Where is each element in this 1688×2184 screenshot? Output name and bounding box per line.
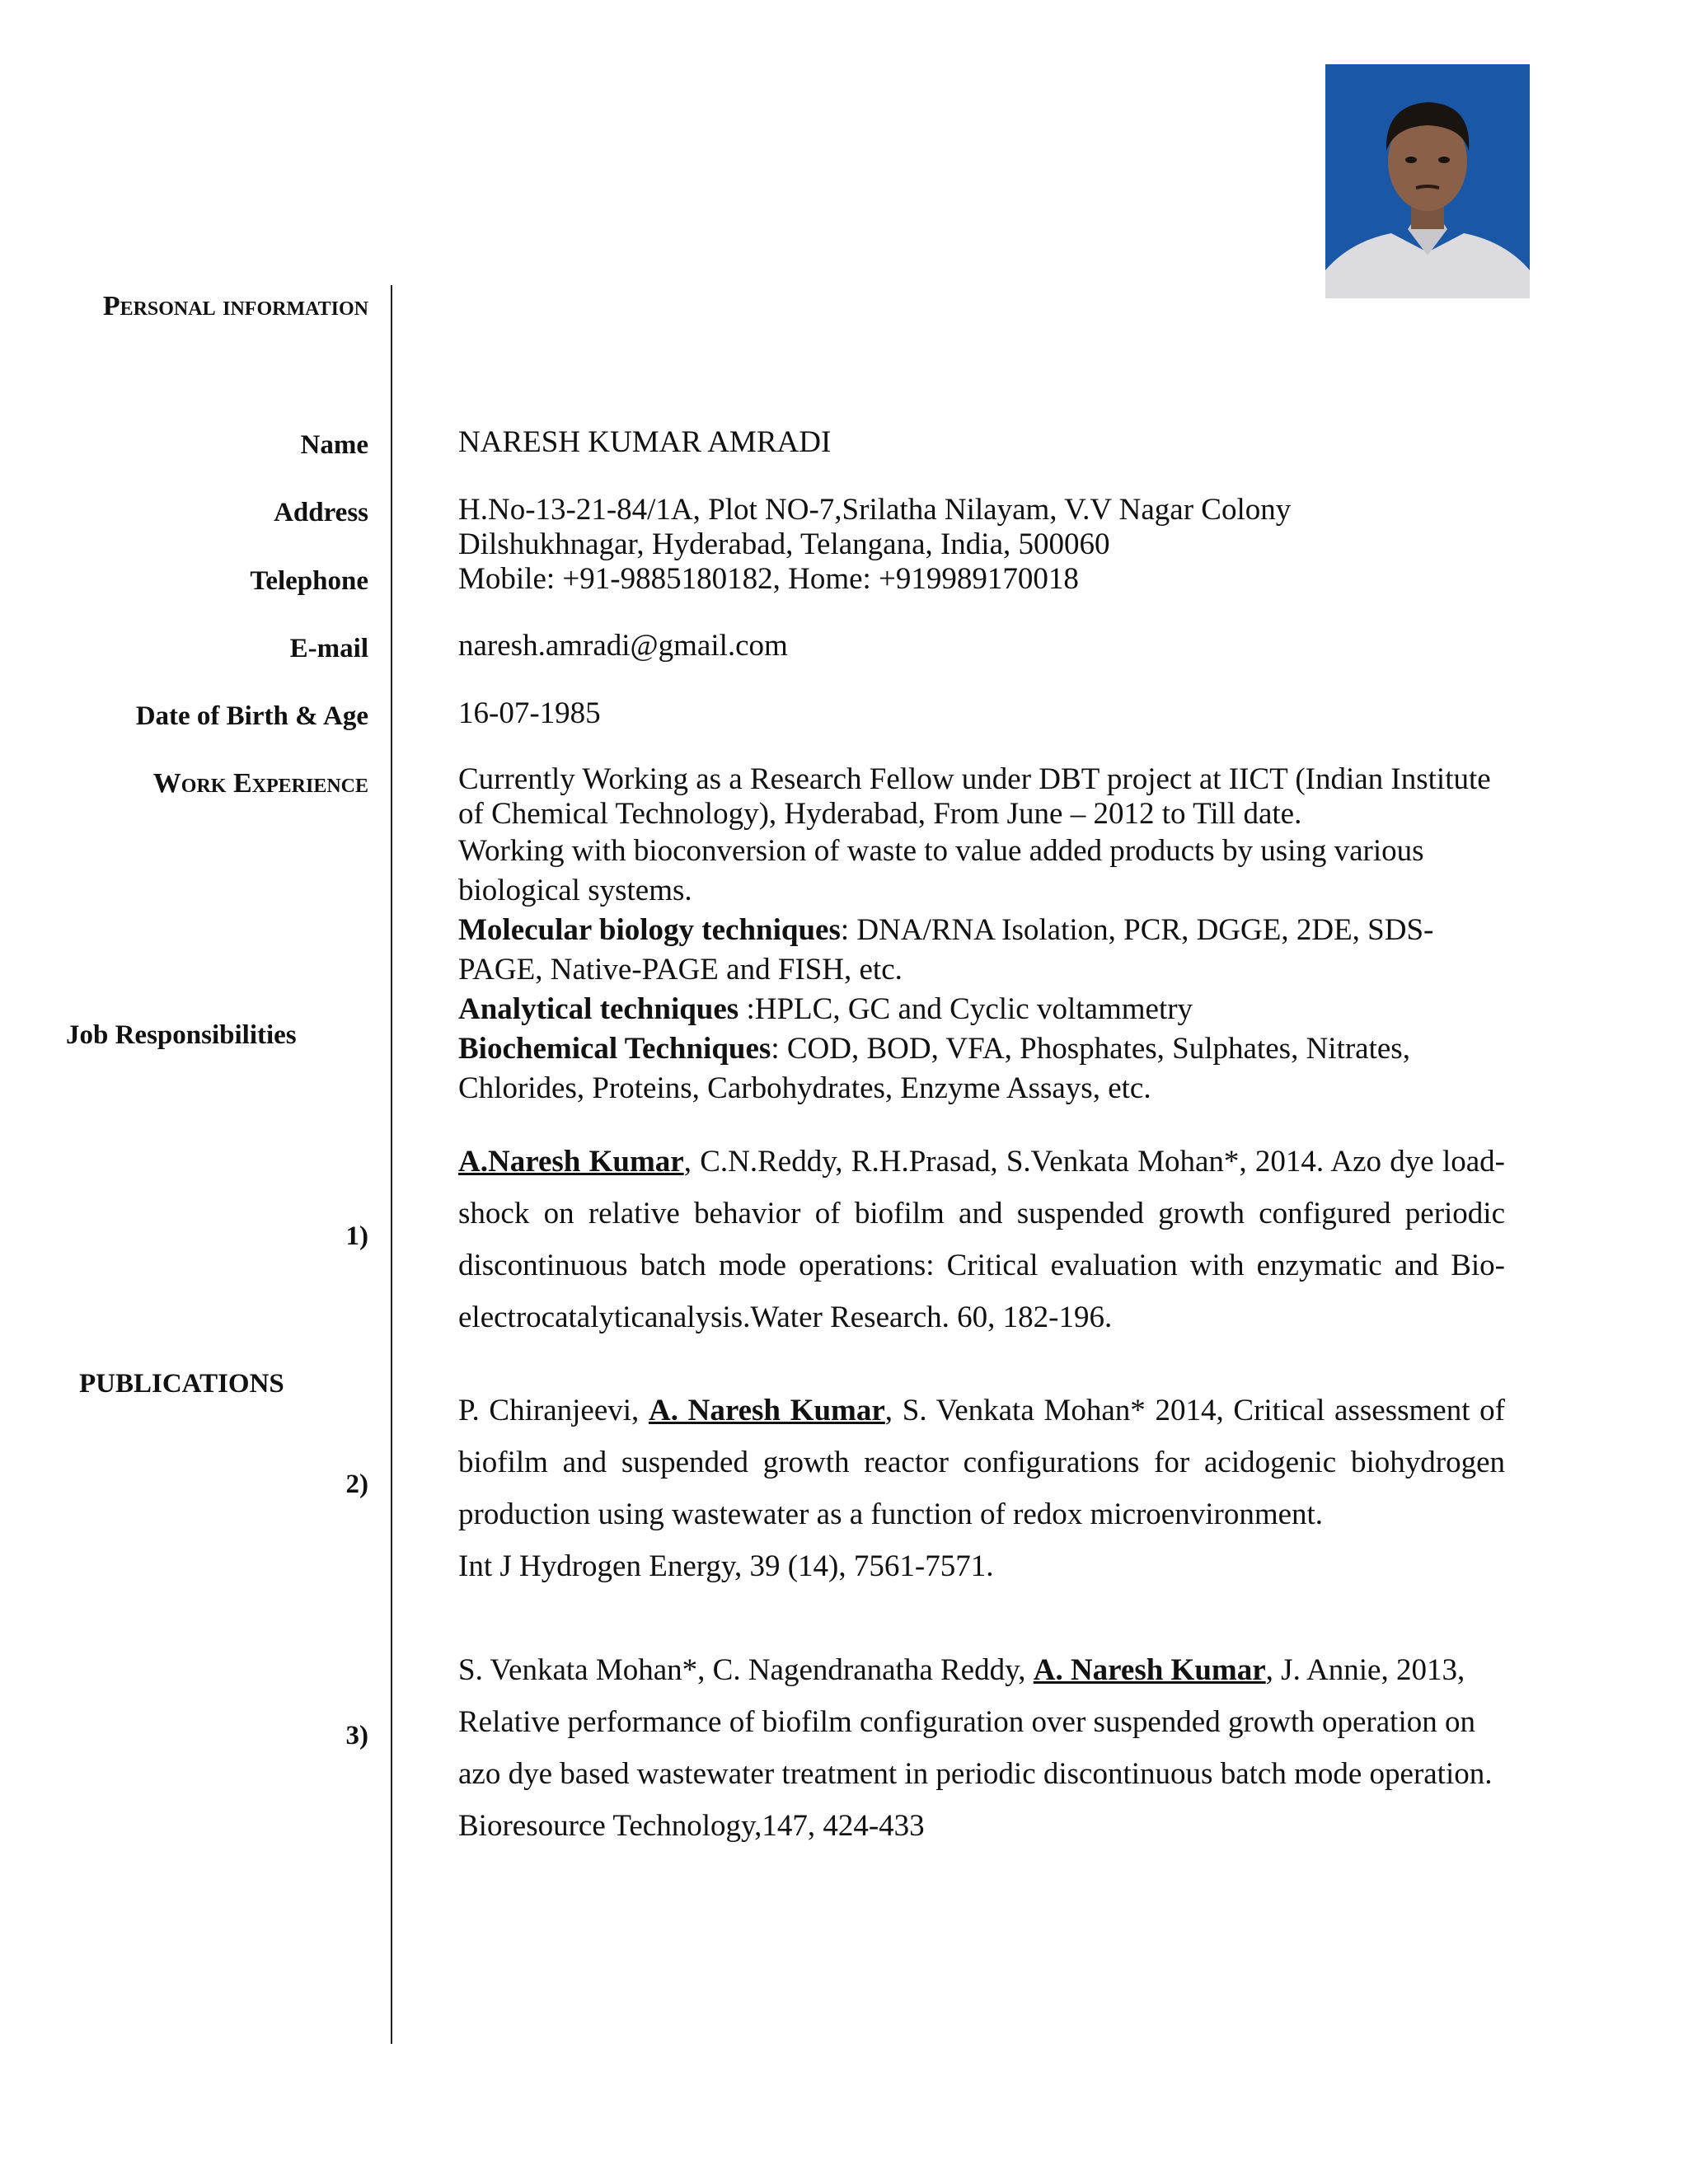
publication-number-1: 1) [345, 1221, 368, 1251]
biochemical-label: Biochemical Techniques [458, 1032, 771, 1066]
value-dob: 16-07-1985 [458, 696, 601, 730]
publication-author-self: A. Naresh Kumar [1033, 1653, 1266, 1687]
section-heading-personal: Personal information [102, 291, 368, 321]
label-address: Address [274, 498, 368, 527]
work-line: biological systems. [458, 874, 692, 907]
publication-author-self: A.Naresh Kumar [458, 1145, 684, 1179]
address-line-2: Dilshukhnagar, Hyderabad, Telangana, India, 500060 [458, 527, 1110, 561]
publication-pre: P. Chiranjeevi, [458, 1394, 649, 1427]
work-line: Currently Working as a Research Fellow under DBT project at IICT (Indian Institute [458, 762, 1491, 796]
publication-post: , J. Annie, 2013, [1265, 1653, 1465, 1687]
biochemical-techniques-cont: Chlorides, Proteins, Carbohydrates, Enzyme Assays, etc. [458, 1071, 1151, 1105]
label-dob: Date of Birth & Age [135, 701, 368, 731]
analytical-text: :HPLC, GC and Cyclic voltammetry [738, 992, 1193, 1026]
publication-line: azo dye based wastewater treatment in periodic discontinuous batch mode operation. [458, 1757, 1493, 1791]
label-telephone: Telephone [250, 566, 368, 596]
section-heading-publications: PUBLICATIONS [79, 1369, 284, 1399]
person-portrait-icon [1325, 64, 1530, 298]
biochemical-text: : COD, BOD, VFA, Phosphates, Sulphates, Nitrates, [771, 1032, 1410, 1066]
publication-journal: Bioresource Technology,147, 424-433 [458, 1809, 925, 1843]
label-job-responsibilities: Job Responsibilities [66, 1020, 297, 1050]
address-line-1: H.No-13-21-84/1A, Plot NO-7,Srilatha Nilayam, V.V Nagar Colony [458, 493, 1292, 527]
profile-photo [1325, 64, 1530, 298]
work-line: of Chemical Technology), Hyderabad, From June – 2012 to Till date. [458, 797, 1302, 831]
molecular-text: : DNA/RNA Isolation, PCR, DGGE, 2DE, SDS- [840, 913, 1434, 947]
publication-journal: Int J Hydrogen Energy, 39 (14), 7561-7571. [458, 1549, 994, 1583]
publication-3 [458, 1644, 1505, 1852]
publication-1 [458, 1136, 1505, 1343]
publication-line: Relative performance of biofilm configuration over suspended growth operation on [458, 1705, 1475, 1739]
publication-number-2: 2) [345, 1469, 368, 1499]
work-experience-block [458, 762, 1505, 1108]
publication-2 [458, 1385, 1505, 1592]
work-line: Working with bioconversion of waste to value added products by using various [458, 834, 1424, 868]
section-heading-work: Work Experience [152, 768, 368, 799]
molecular-techniques-cont: PAGE, Native-PAGE and FISH, etc. [458, 953, 903, 987]
publication-number-3: 3) [345, 1721, 368, 1750]
value-telephone: Mobile: +91-9885180182, Home: +919989170018 [458, 562, 1079, 596]
section-divider [391, 285, 392, 2044]
value-name: NARESH KUMAR AMRADI [458, 425, 832, 459]
value-email: naresh.amradi@gmail.com [458, 629, 788, 663]
label-email: E-mail [289, 634, 368, 663]
value-address [458, 493, 1505, 597]
molecular-techniques [458, 911, 1505, 950]
publication-post: , S. Venkata Mohan* 2014, Critical assessment of biofilm and suspended growth reactor configurations for acidogenic biohydrogen production using wastewater as a function of redox microenvironment. [458, 1394, 1505, 1531]
analytical-techniques [458, 990, 1505, 1029]
biochemical-techniques [458, 1029, 1505, 1069]
publication-post: , C.N.Reddy, R.H.Prasad, S.Venkata Mohan*, 2014. Azo dye load-shock on relative behavior of biofilm and suspended growth configured periodic discontinuous batch mode operations: Critical evaluation with enzymatic and Bio-electrocatalyticanalysis.Water Research. 60, 182-196. [458, 1145, 1505, 1334]
publication-author-self: A. Naresh Kumar [648, 1394, 885, 1427]
molecular-label: Molecular biology techniques [458, 913, 841, 947]
label-name: Name [300, 430, 368, 460]
publication-pre: S. Venkata Mohan*, C. Nagendranatha Reddy, [458, 1653, 1034, 1687]
analytical-label: Analytical techniques [458, 992, 739, 1026]
